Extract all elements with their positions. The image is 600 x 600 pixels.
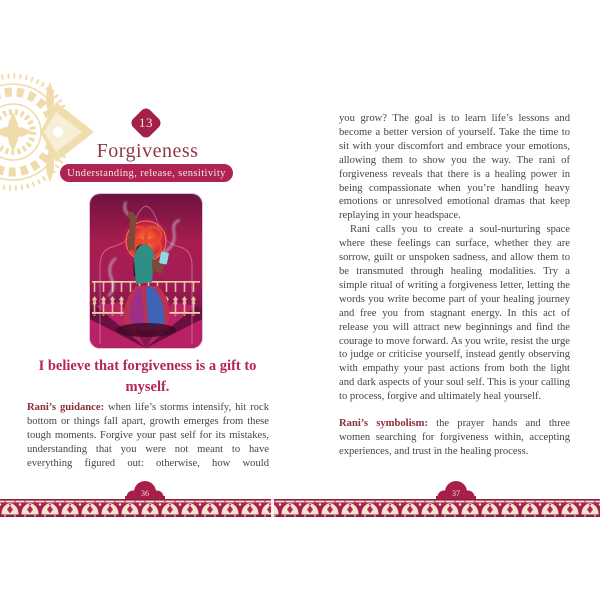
body-paragraph-1: you grow? The goal is to learn life’s lessons and become a better version of yourself. Take the time to sit with your discomfort and embrace your emotions, allowing them to show you the way. The rani of forgiveness reveals that there is a healing power in being compassionate when you’re handling heavy emotions or unresolved emotional dramas that keep replaying in your headspace. [339,113,570,222]
guidance-text: when life’s storms intensify, hit rock bottom or things fall apart, growth emerges from these tough moments. Forgive your past self for its mistakes, understanding that you were not meant to have everything figured out: otherwise, how would [27,402,270,469]
symbolism-label: Rani’s symbolism: [339,418,428,430]
keywords-text: Understanding, release, sensitivity [67,167,226,179]
symbolism-paragraph [339,417,570,459]
guidance-paragraph [27,401,269,471]
keywords-pill [60,164,233,182]
symbolism-text: the prayer hands and three women searching for forgiveness within, accepting experiences, and trust in the healing process. [339,418,570,457]
right-page-text [339,112,570,459]
bottom-border-band-icon [0,499,600,517]
body-paragraph-2: Rani calls you to create a soul-nurturing space where these feelings can surface, whether they are sorrow, guilt or unspoken sadness, and allow them to be transmuted through healing modalities. Try a simple ritual of writing a forgiveness letter, letting the words you write become part of your healing journey and free you from stagnant energy. In this act of release you will attract new beginnings and find the courage to move forward. As you write, resist the urge to judge or criticise yourself, instead gently observing with empathy your past actions from both the light and dark aspects of your soul self. This is your calling to process, forgive and ultimately heal yourself. [339,224,570,403]
card-art-icon [90,194,202,348]
oracle-card-illustration [90,194,202,348]
page-number-right: 37 [452,489,460,498]
card-title: Forgiveness [96,140,199,162]
card-number-badge [129,106,163,140]
affirmation-text: I believe that forgiveness is a gift to myself. [38,358,257,395]
page-gutter [271,498,274,518]
card-number: 13 [139,115,153,130]
affirmation [27,356,268,397]
page-number-left: 36 [141,489,149,498]
guidance-label: Rani’s guidance: [27,402,105,413]
